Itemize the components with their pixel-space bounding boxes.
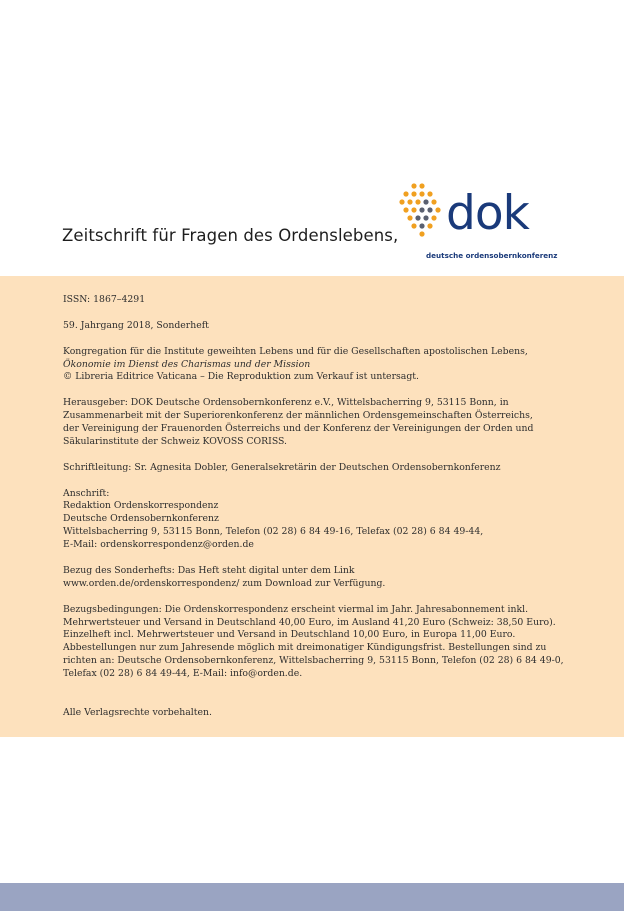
- terms-line: Einzelheft incl. Mehrwertsteuer und Versand in Deutschland 10,00 Euro, in Europa 11,00 Euro.: [63, 629, 516, 641]
- imprint-content: [63, 294, 563, 733]
- publisher-line: Zusammenarbeit mit der Superiorenkonferenz der männlichen Ordensgemeinschaften Österreichs,: [63, 410, 533, 422]
- special-line: Das Heft steht digital unter dem Link: [174, 564, 355, 576]
- address-line: Deutsche Ordensobernkonferenz: [63, 513, 219, 525]
- source-line: Kongregation für die Institute geweihten Lebens und für die Gesellschaften apostolischen Lebens,: [63, 345, 528, 357]
- address-line: Redaktion Ordenskorrespondenz: [63, 500, 219, 512]
- special-label: Bezug des Sonderhefts:: [63, 564, 175, 576]
- editor-info: [63, 462, 563, 475]
- source-info: [63, 346, 563, 385]
- address-label: Anschrift:: [63, 487, 110, 499]
- publisher-label: Herausgeber:: [63, 397, 128, 409]
- editor-label: Schriftleitung:: [63, 461, 132, 473]
- terms-label: Bezugsbedingungen:: [63, 603, 162, 615]
- document-title: Ökonomie im Dienst des Charismas und der Mission: [63, 358, 311, 370]
- subscription-terms: [63, 604, 563, 681]
- publisher-line: DOK Deutsche Ordensobernkonferenz e.V., Wittelsbacherring 9, 53115 Bonn, in: [127, 397, 509, 409]
- issn: ISSN: 1867–4291: [63, 294, 146, 305]
- copyright-line: © Libreria Editrice Vaticana – Die Reproduktion zum Verkauf ist untersagt.: [63, 371, 419, 383]
- terms-line: richten an: Deutsche Ordensobernkonferenz, Wittelsbacherring 9, 53115 Bonn, Telefon (02 28) 6 84 49-0,: [63, 655, 564, 667]
- footer-bar: [0, 883, 624, 911]
- terms-line: Mehrwertsteuer und Versand in Deutschland 40,00 Euro, im Ausland 41,20 Euro (Schweiz: 38,50 Euro).: [63, 616, 556, 628]
- editor-text: Sr. Agnesita Dobler, Generalsekretärin der Deutschen Ordensobernkonferenz: [131, 461, 501, 473]
- publisher-line: der Vereinigung der Frauenorden Österreichs und der Konferenz der Vereinigungen der Orden und: [63, 423, 534, 435]
- volume-info: 59. Jahrgang 2018, Sonderheft: [63, 319, 209, 331]
- logo-subtitle: deutsche ordensobernkonferenz: [426, 251, 558, 260]
- terms-line: Abbestellungen nur zum Jahresende möglich mit dreimonatiger Kündigungsfrist. Bestellungen sind zu: [63, 642, 547, 654]
- journal-tagline: Zeitschrift für Fragen des Ordenslebens,: [62, 226, 399, 245]
- imprint-panel: [0, 276, 624, 737]
- rights-notice: Alle Verlagsrechte vorbehalten.: [63, 706, 212, 718]
- terms-line: Telefax (02 28) 6 84 49-44, E-Mail: info@orden.de.: [63, 668, 303, 680]
- publisher-info: [63, 397, 563, 449]
- special-issue-info: [63, 565, 563, 591]
- address-line: Wittelsbacherring 9, 53115 Bonn, Telefon (02 28) 6 84 49-16, Telefax (02 28) 6 84 49-44,: [63, 526, 484, 538]
- terms-line: Die Ordenskorrespondenz erscheint viermal im Jahr. Jahresabonnement inkl.: [161, 603, 529, 615]
- download-link-line: www.orden.de/ordenskorrespondenz/ zum Download zur Verfügung.: [63, 577, 386, 589]
- dok-logo: [398, 182, 558, 264]
- email-line: E-Mail: ordenskorrespondenz@orden.de: [63, 539, 254, 551]
- publisher-line: Säkularinstitute der Schweiz KOVOSS CORISS.: [63, 435, 288, 447]
- address-info: [63, 488, 563, 553]
- page-header: [0, 0, 624, 276]
- logo-wordmark: dok: [446, 186, 529, 241]
